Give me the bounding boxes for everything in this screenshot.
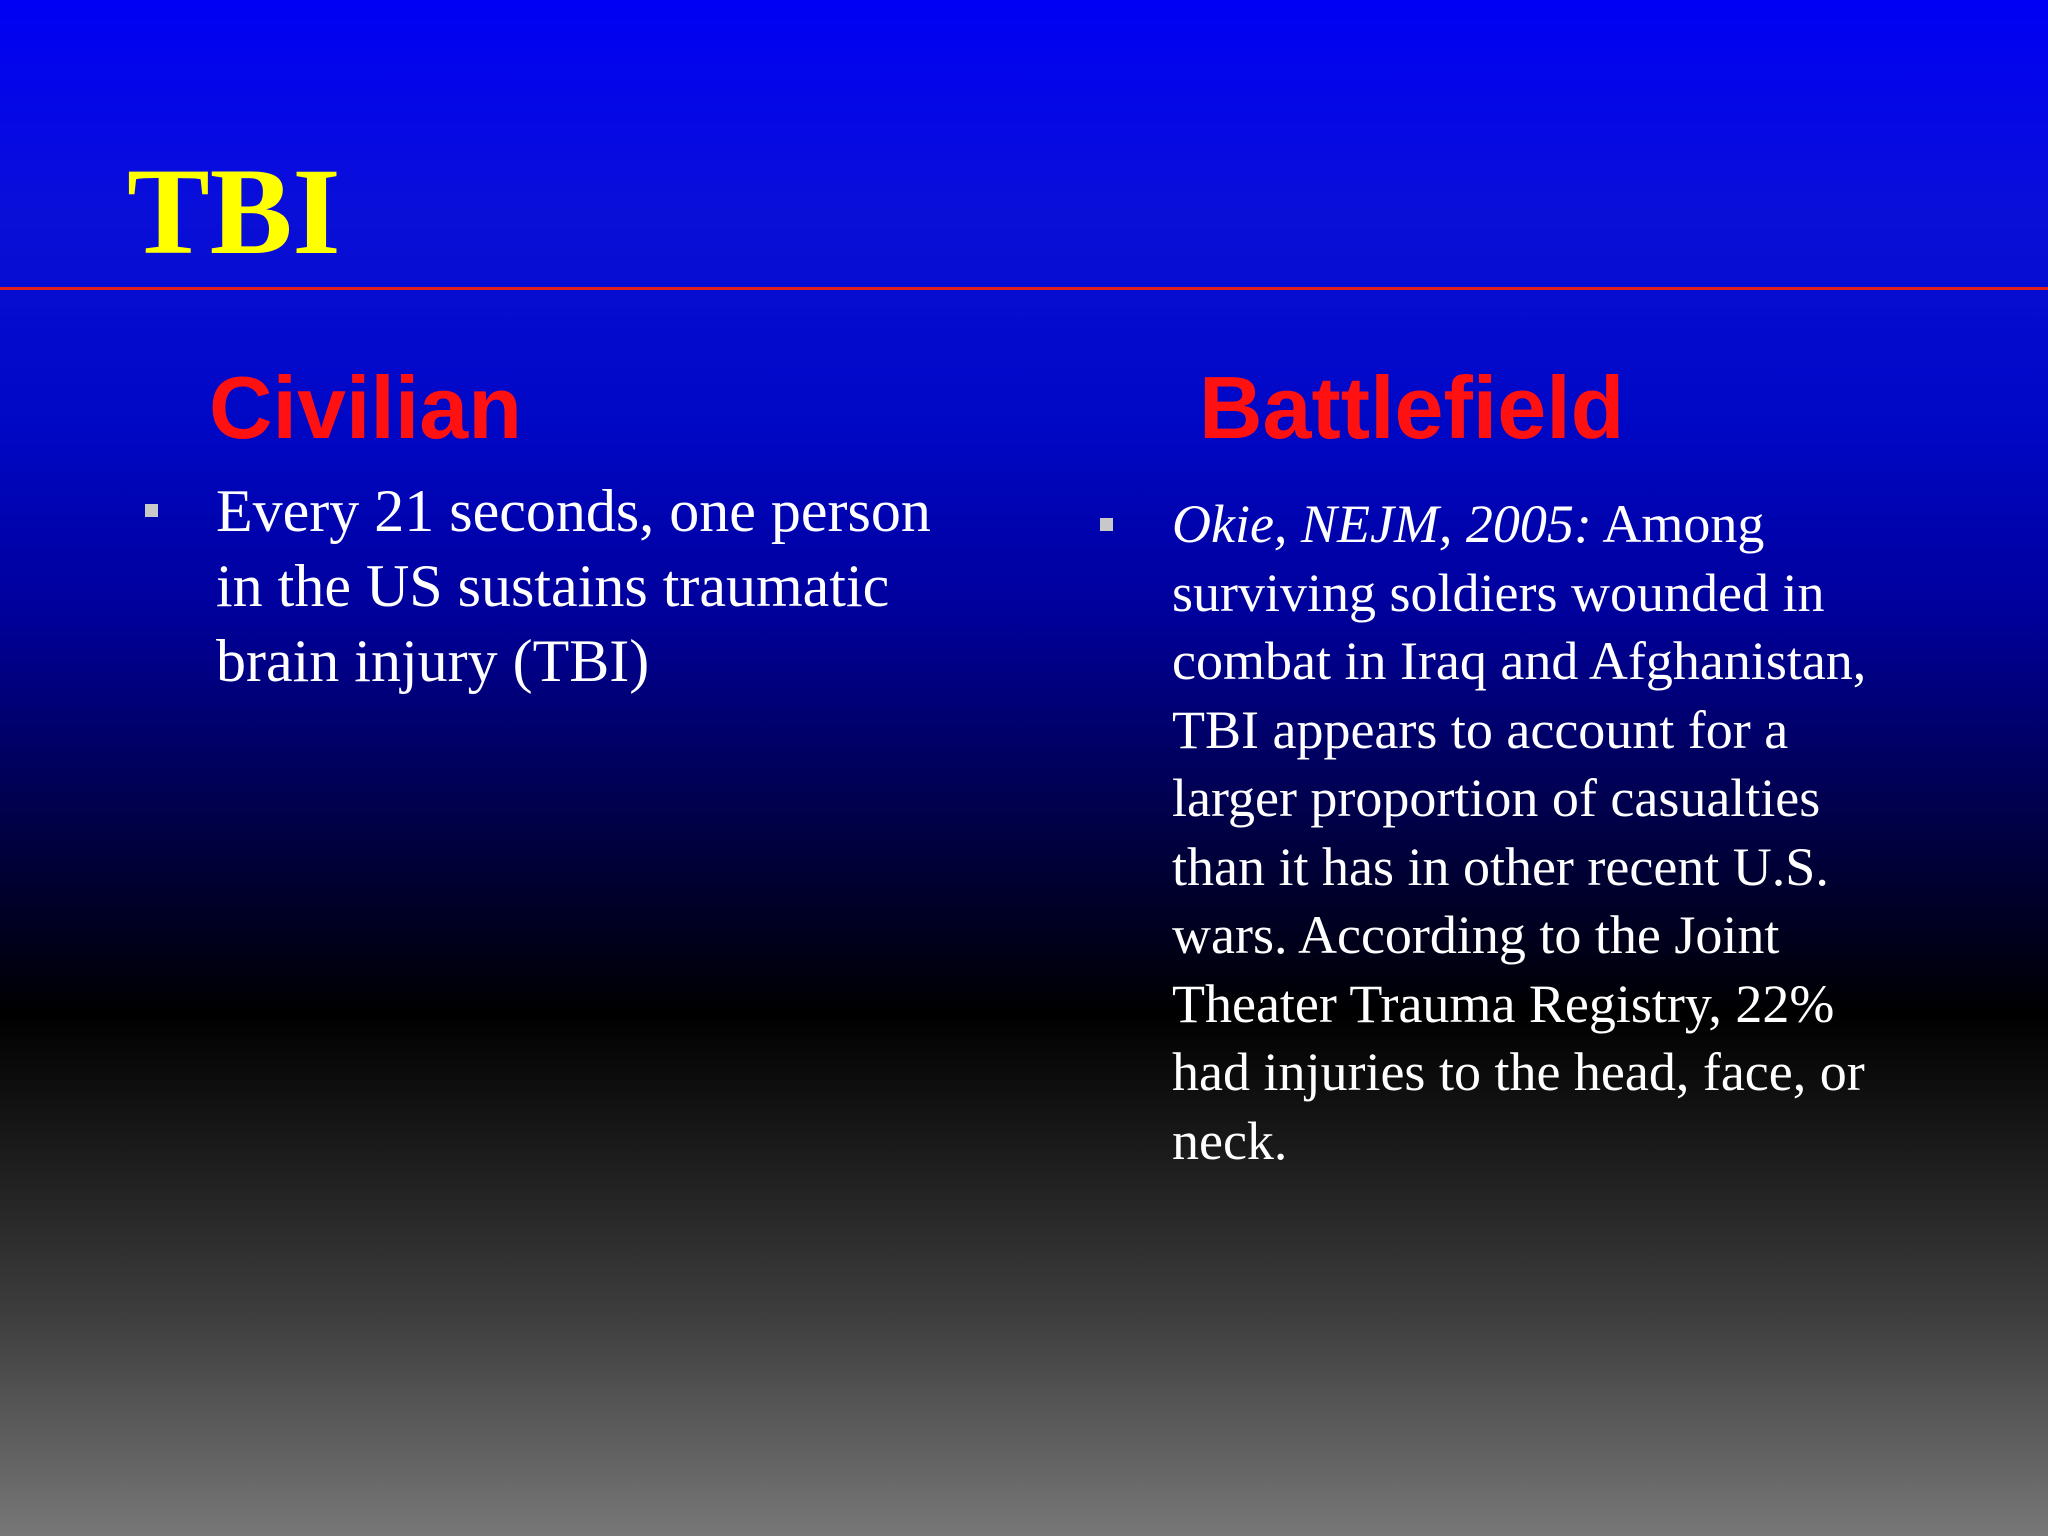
civilian-bullet-text xyxy=(216,474,996,699)
text-line: than it has in other recent U.S. xyxy=(1172,836,1829,897)
battlefield-heading: Battlefield xyxy=(1199,358,1625,457)
text-line: brain injury (TBI) xyxy=(216,628,650,694)
title-divider xyxy=(0,287,2048,290)
slide-title: TBI xyxy=(127,143,341,280)
text-line: Every 21 seconds, one person xyxy=(216,478,931,544)
civilian-heading: Civilian xyxy=(209,358,522,457)
text-line: wars. According to the Joint xyxy=(1172,905,1780,965)
square-bullet-icon xyxy=(1100,518,1113,531)
text-line: surviving soldiers wounded in xyxy=(1172,562,1825,623)
battlefield-bullet-text xyxy=(1172,490,1932,1175)
text-line: in the US sustains traumatic xyxy=(216,553,890,619)
text-line: combat in Iraq and Afghanistan, xyxy=(1172,631,1867,691)
text-line: neck. xyxy=(1172,1110,1288,1171)
text-line: Theater Trauma Registry, 22% xyxy=(1172,973,1835,1034)
text-line xyxy=(1172,490,1932,559)
citation: Okie, NEJM, 2005: xyxy=(1172,494,1592,554)
text-line: TBI appears to account for a xyxy=(1172,699,1789,760)
text-fragment: Among xyxy=(1591,494,1765,554)
square-bullet-icon xyxy=(145,504,158,517)
text-line: larger proportion of casualties xyxy=(1172,768,1821,828)
text-line: had injuries to the head, face, or xyxy=(1172,1042,1865,1102)
